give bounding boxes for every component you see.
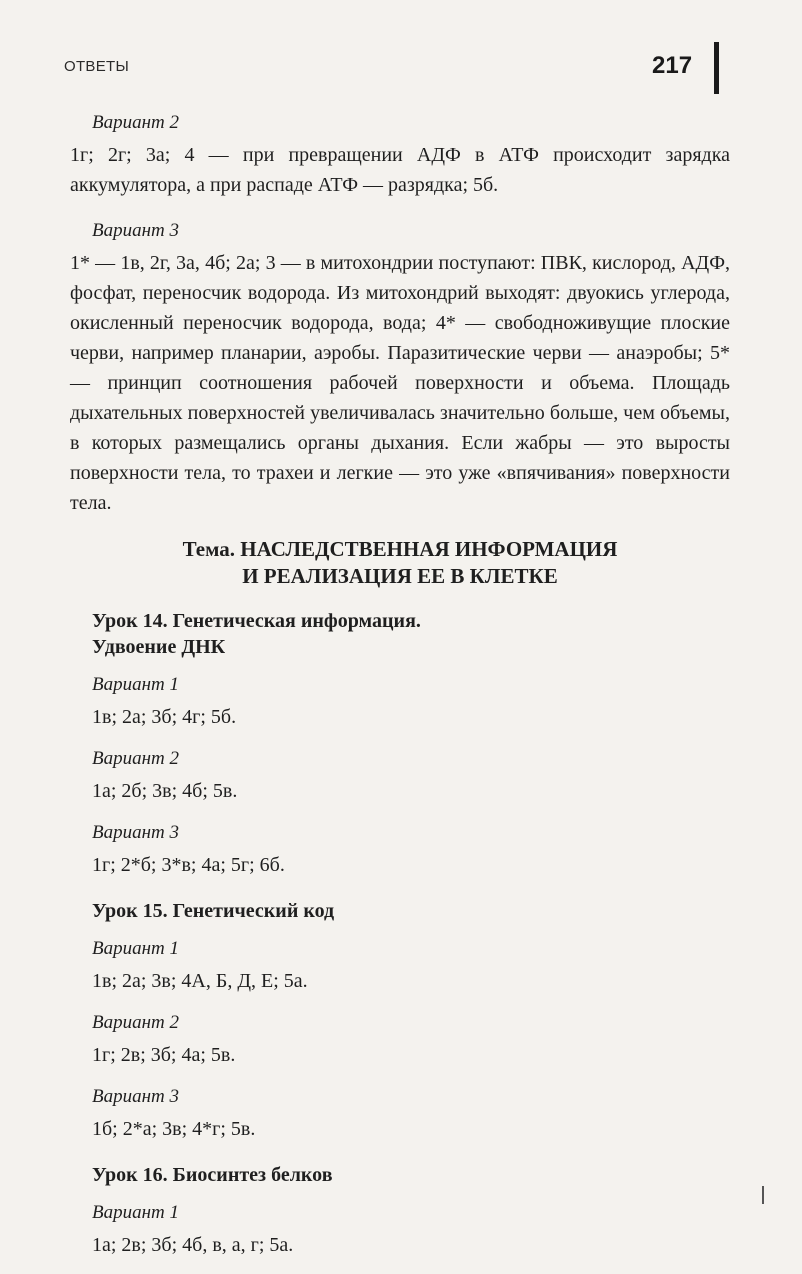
variant-label: Вариант 3 <box>92 822 180 843</box>
variant-label: Вариант 2 <box>92 748 180 769</box>
lesson-title: Урок 15. Генетический код <box>92 900 335 922</box>
answer-block <box>70 746 730 806</box>
answer-text: 1а; 2в; 3б; 4б, в, а, г; 5а. <box>92 1234 294 1256</box>
answer-block <box>70 1084 730 1144</box>
lesson-heading <box>92 1162 730 1188</box>
answer-text: 1г; 2г; 3а; 4 — при превращении АДФ в АТФ происходит зарядка аккумулятора, а при распаде АТФ — разрядка; 5б. <box>70 144 730 196</box>
answer-block <box>70 672 730 732</box>
variant-label: Вариант 3 <box>92 1086 180 1107</box>
running-header: ОТВЕТЫ <box>64 58 130 75</box>
variant-label: Вариант 3 <box>92 220 180 241</box>
page-number: 217 <box>652 52 693 79</box>
page-content <box>70 110 730 1274</box>
answer-text: 1в; 2а; 3б; 4г; 5б. <box>92 706 237 728</box>
answer-block <box>70 820 730 880</box>
answer-text: 1г; 2в; 3б; 4а; 5в. <box>92 1044 236 1066</box>
lesson-title: Урок 14. Генетическая информация. <box>92 610 421 632</box>
lesson-heading <box>92 898 730 924</box>
scan-speck <box>762 1186 764 1204</box>
answer-text: 1г; 2*б; 3*в; 4а; 5г; 6б. <box>92 854 285 876</box>
topic-heading-line: И РЕАЛИЗАЦИЯ ЕЕ В КЛЕТКЕ <box>242 564 558 588</box>
header-rule <box>714 42 719 94</box>
topic-heading-line: Тема. НАСЛЕДСТВЕННАЯ ИНФОРМАЦИЯ <box>182 537 618 561</box>
answer-block <box>70 1200 730 1260</box>
answer-block <box>70 110 730 200</box>
variant-label: Вариант 1 <box>92 938 180 959</box>
answer-text: 1в; 2а; 3в; 4А, Б, Д, Е; 5а. <box>92 970 308 992</box>
lesson-heading <box>92 608 730 660</box>
variant-label: Вариант 1 <box>92 674 180 695</box>
answer-block <box>70 218 730 518</box>
lesson-title: Урок 16. Биосинтез белков <box>92 1164 333 1186</box>
topic-heading <box>70 536 730 590</box>
answer-block <box>70 936 730 996</box>
answer-text: 1а; 2б; 3в; 4б; 5в. <box>92 780 238 802</box>
answer-text: 1б; 2*а; 3в; 4*г; 5в. <box>92 1118 256 1140</box>
answer-block <box>70 1010 730 1070</box>
lesson-title: Удвоение ДНК <box>92 636 226 658</box>
variant-label: Вариант 2 <box>92 112 180 133</box>
variant-label: Вариант 2 <box>92 1012 180 1033</box>
answer-text: 1* — 1в, 2г, 3а, 4б; 2а; 3 — в митохондрии поступают: ПВК, кислород, АДФ, фосфат, переносчик водорода. Из митохондрий выходят: двуокись углерода, окисленный переносчик водорода, вода; 4* — свободноживущие плоские черви, например планарии, аэробы. Паразитические черви — анаэробы; 5* — принцип соотношения рабочей поверхности и объема. Площадь дыхательных поверхностей увеличивалась значительно больше, чем объемы, в которых размещались органы дыхания. Если жабры — это выросты поверхности тела, то трахеи и легкие — это уже «впячивания» поверхности тела. <box>70 252 730 514</box>
variant-label: Вариант 1 <box>92 1202 180 1223</box>
